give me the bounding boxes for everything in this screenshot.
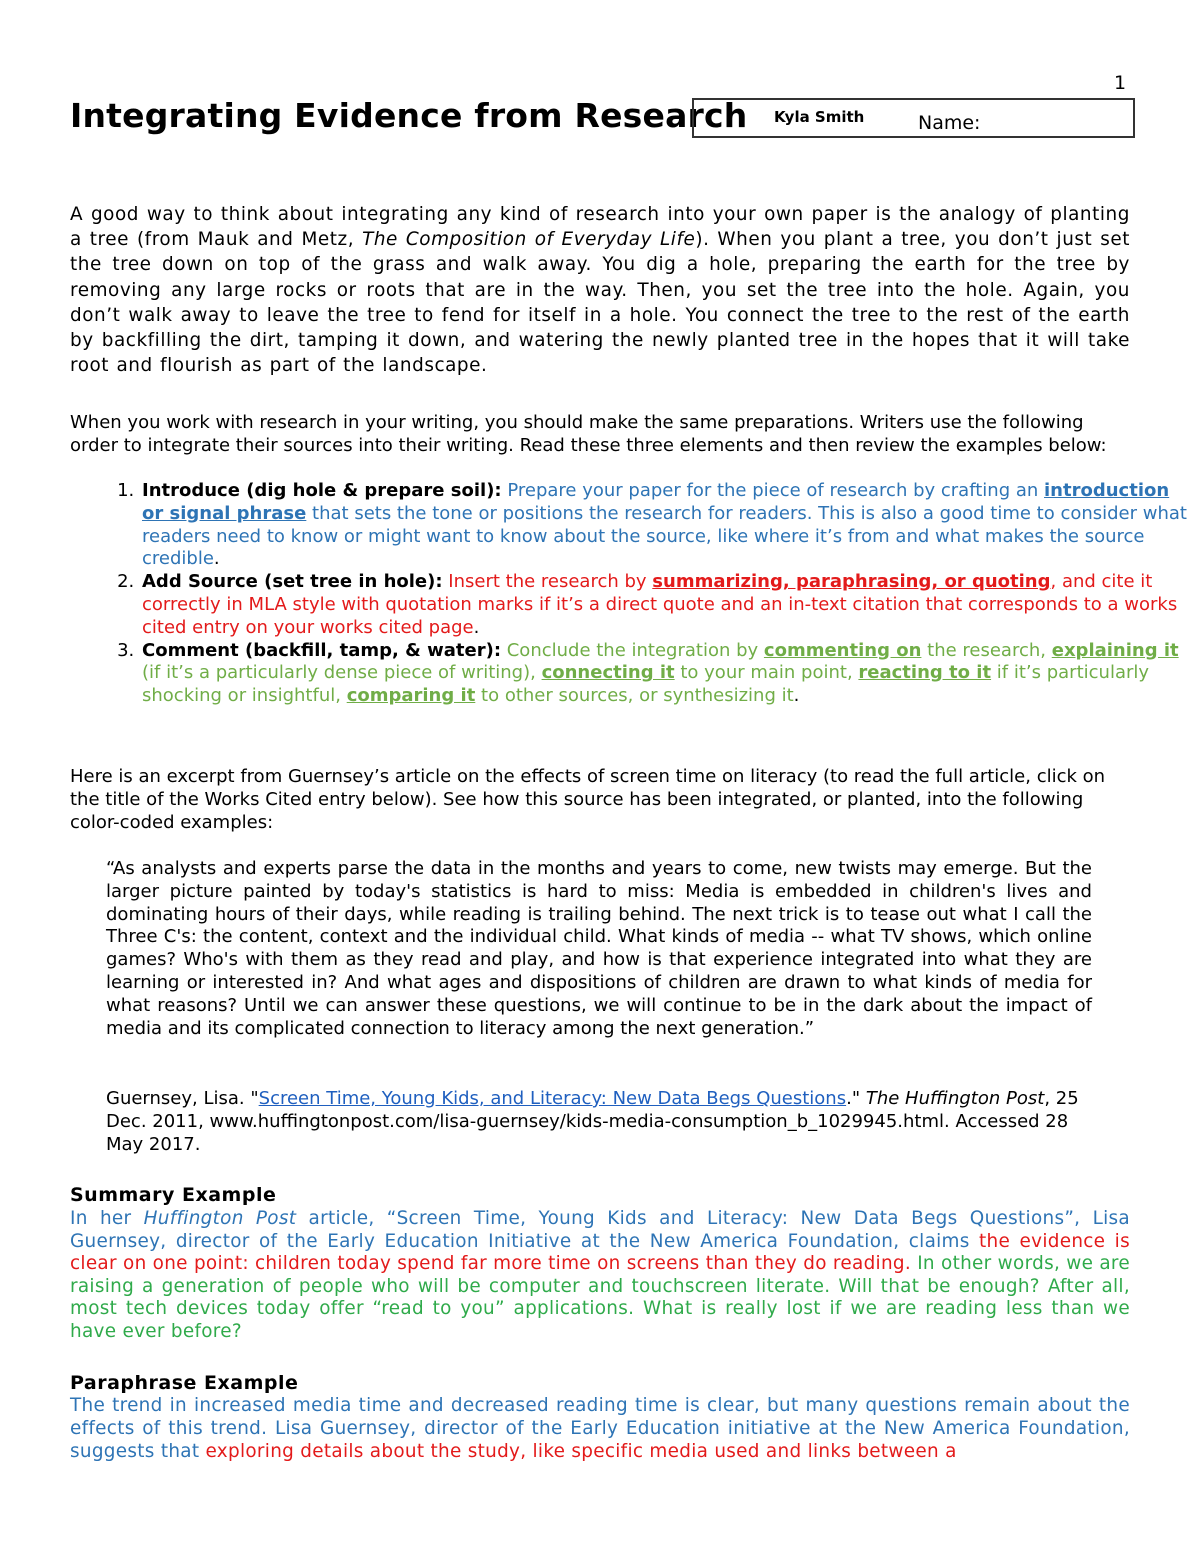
summary-publication: Huffington Post <box>143 1208 297 1229</box>
step-text: Insert the research by <box>442 571 653 593</box>
summary-intro-text: In her <box>70 1208 144 1229</box>
paraphrase-intro-text: The trend in increased media time and decreased reading time is clear, but many questions remain about the effects of this trend. Lisa Guernsey, director of the Early Education initiative at the New America Foundation, suggests that <box>70 1395 1130 1462</box>
name-value: Kyla Smith <box>774 108 865 126</box>
step-text: the research, <box>921 639 1052 661</box>
reacting-to-it-link[interactable]: reacting to it <box>858 662 992 684</box>
intro-text-1: A good way to think about integrating any kind of research into your own paper is the analogy of planting a tree (from Mauk and Metz, <box>70 204 1130 251</box>
name-field[interactable] <box>692 98 1135 138</box>
summary-example <box>70 1208 1130 1344</box>
step-end: . <box>793 685 800 707</box>
block-quote: “As analysts and experts parse the data in the months and years to come, new twists may emerge. But the larger picture painted by today's statistics is hard to miss: Media is embedded in children's lives and dominating hours of their days, while reading is trailing behind. The next trick is to tease out what I call the Three C's: the content, context and the individual child. What kinds of media -- what TV shows, which online games? Who's with them as they read and play, and how is that experience integrated into what they are learning or interested in? And what ages and dispositions of children are drawn to what kinds of media for what reasons? Until we can answer these questions, we will continue to be in the dark about the impact of media and its complicated connection to literacy among the next generation.” <box>106 858 1092 1039</box>
step-text: to other sources, or synthesizing it <box>475 685 794 707</box>
book-title: The Composition of Everyday Life <box>362 229 696 251</box>
summary-source-text: the evidence is clear on one point: children today spend far more time on screens than they do reading. <box>70 1230 1130 1275</box>
article-title-link[interactable]: Screen Time, Young Kids, and Literacy: New Data Begs Questions <box>258 1088 847 1109</box>
step-heading: Introduce (dig hole & prepare soil): <box>142 480 502 501</box>
step-text: if it’s particularly shocking or insightful, <box>142 662 1150 707</box>
commenting-on-link[interactable]: commenting on <box>763 639 922 661</box>
summary-heading: Summary Example <box>70 1184 277 1206</box>
step-text: to your main point, <box>674 662 859 684</box>
name-label: Name: <box>918 112 981 134</box>
step-add-source <box>140 571 1200 639</box>
order-paragraph: When you work with research in your writing, you should make the same preparations. Writers use the following order to integrate their sources into their writing. Read these three elements and then review the examples below: <box>70 412 1107 456</box>
connecting-it-link[interactable]: connecting it <box>541 662 675 684</box>
step-text: Conclude the integration by <box>501 639 764 661</box>
step-heading: Add Source (set tree in hole): <box>142 571 443 593</box>
summary-intro-text: article, “Screen Time, Young Kids and Literacy: New Data Begs Questions”, Lisa Guernsey, director of the Early Education Initiative at the New America Foundation, claims <box>70 1208 1130 1252</box>
comparing-it-link[interactable]: comparing it <box>346 685 476 707</box>
intro-paragraph <box>70 202 1130 378</box>
page-title: Integrating Evidence from Research <box>70 96 748 135</box>
citation-publication: The Huffington Post <box>865 1088 1045 1109</box>
works-cited-entry <box>106 1088 1092 1156</box>
step-heading: Comment (backfill, tamp, & water): <box>142 639 502 661</box>
step-end: . <box>213 548 220 570</box>
paraphrase-heading: Paraphrase Example <box>70 1372 299 1394</box>
step-text: , and cite it correctly in MLA style with quotation marks if it’s a direct quote and an in-text citation that corresponds to a works cited entry on your works cited page <box>142 571 1178 638</box>
step-text: Prepare your paper for the piece of research by crafting an <box>501 480 1045 501</box>
paraphrase-source-text: exploring details about the study, like specific media used and links between a <box>205 1440 957 1462</box>
integration-steps <box>70 480 1200 708</box>
citation-details: , 25 Dec. 2011, www.huffingtonpost.com/lisa-guernsey/kids-media-consumption_b_1029945.html. Accessed 28 May 2017. <box>106 1088 1079 1155</box>
excerpt-intro: Here is an excerpt from Guernsey’s article on the effects of screen time on literacy (to read the full article, click on the title of the Works Cited entry below). See how this source has been integrated, or planted, into the following color-coded examples: <box>70 766 1106 833</box>
step-comment <box>140 640 1200 708</box>
page-number: 1 <box>1114 72 1127 94</box>
citation-author: Guernsey, Lisa. " <box>106 1088 259 1109</box>
step-text: (if it’s a particularly dense piece of writing), <box>142 662 542 684</box>
step-introduce <box>140 480 1200 571</box>
citation-punct: ." <box>846 1088 866 1109</box>
step-text: that sets the tone or positions the research for readers. This is also a good time to consider what readers need to know or might want to know about the source, like where it’s from and what makes the source credible <box>142 502 1187 570</box>
explaining-it-link[interactable]: explaining it <box>1051 639 1179 661</box>
intro-text-2: ). When you plant a tree, you don’t just set the tree down on top of the grass and walk away. You dig a hole, preparing the earth for the tree by removing any large rocks or roots that are in the way. Then, you set the tree into the hole. Again, you don’t walk away to leave the tree to fend for itself in a hole. You connect the tree to the rest of the earth by backfilling the dirt, tamping it down, and watering the newly planted tree in the hopes that it will take root and flourish as part of the landscape. <box>70 229 1131 377</box>
step-end: . <box>473 616 480 638</box>
summarize-paraphrase-quote-link[interactable]: summarizing, paraphrasing, or quoting <box>652 571 1051 593</box>
paraphrase-example <box>70 1395 1130 1463</box>
signal-phrase-link[interactable]: introduction or signal phrase <box>142 480 1170 524</box>
summary-comment-text: In other words, we are raising a generation of people who will be computer and touchscreen literate. Will that be enough? After all, most tech devices today offer “read to you” applications. What is really lost if we are reading less than we have ever before? <box>70 1253 1131 1342</box>
